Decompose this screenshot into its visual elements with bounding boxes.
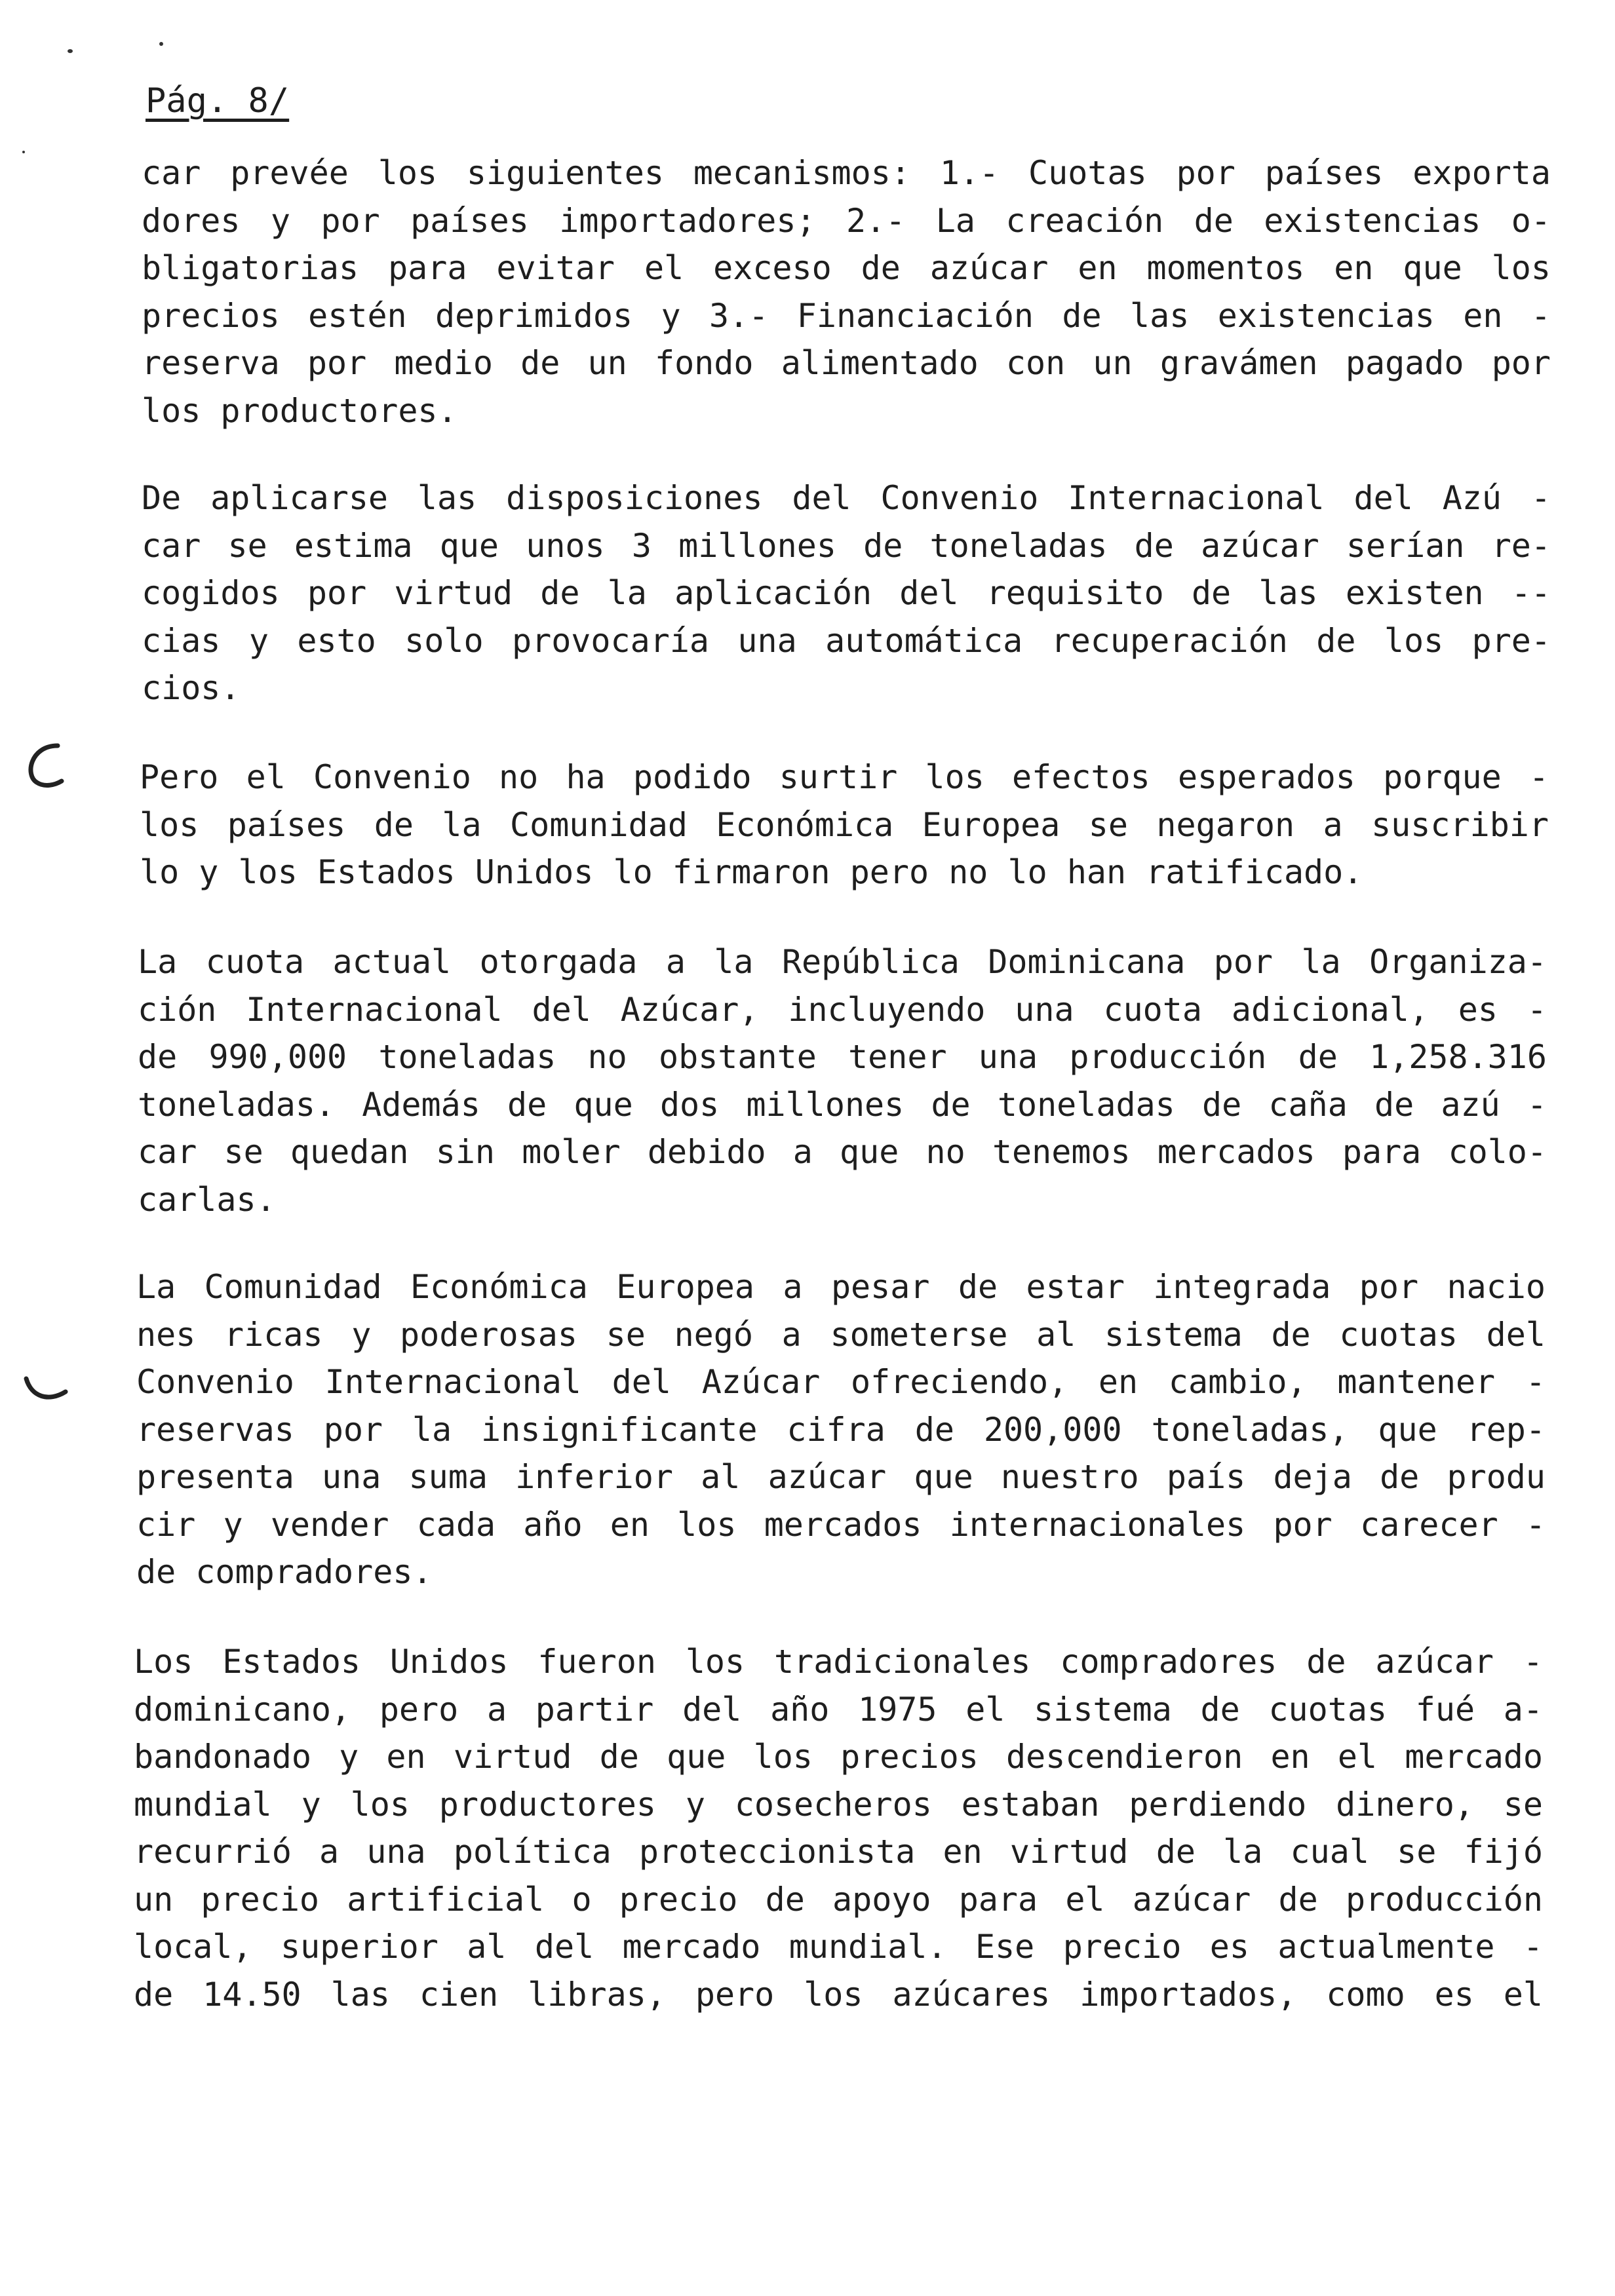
- text-line: mundial y los productores y cosecheros estaban perdiendo dinero, se: [134, 1785, 1543, 1824]
- text-line: presenta una suma inferior al azúcar que nuestro país deja de produ: [136, 1458, 1546, 1496]
- text-line: ción Internacional del Azúcar, incluyendo una cuota adicional, es -: [138, 990, 1547, 1029]
- text-line: La Comunidad Económica Europea a pesar de estar integrada por nacio: [136, 1268, 1546, 1306]
- text-line: cir y vender cada año en los mercados internacionales por carecer -: [136, 1505, 1546, 1544]
- text-line: de 990,000 toneladas no obstante tener una producción de 1,258.316: [138, 1038, 1547, 1076]
- text-line: Pero el Convenio no ha podido surtir los efectos esperados porque -: [140, 758, 1549, 796]
- text-line: lo y los Estados Unidos lo firmaron pero no lo han ratificado.: [140, 853, 1363, 891]
- hole-punch-mark: [17, 739, 69, 792]
- text-line: reserva por medio de un fondo alimentado con un gravámen pagado por: [142, 344, 1551, 382]
- text-line: reservas por la insignificante cifra de 200,000 toneladas, que rep-: [136, 1410, 1546, 1449]
- page-number: Pág. 8/: [146, 81, 290, 121]
- text-line: car prevée los siguientes mecanismos: 1.- Cuotas por países exporta: [142, 154, 1551, 192]
- scan-speck: [68, 49, 73, 53]
- text-line: dores y por países importadores; 2.- La creación de existencias o-: [142, 201, 1551, 240]
- scan-speck: [159, 42, 163, 46]
- paragraph-cuota-actual: [138, 938, 1547, 1223]
- text-line: bligatorias para evitar el exceso de azúcar en momentos en que los: [142, 249, 1551, 287]
- text-line: un precio artificial o precio de apoyo para el azúcar de producción: [134, 1880, 1543, 1919]
- text-line: toneladas. Además de que dos millones de toneladas de caña de azú -: [138, 1085, 1547, 1124]
- text-line: cias y esto solo provocaría una automática recuperación de los pre-: [142, 621, 1551, 660]
- text-line: carlas.: [138, 1180, 276, 1219]
- text-line: La cuota actual otorgada a la República Dominicana por la Organiza-: [138, 943, 1547, 981]
- text-line: Convenio Internacional del Azúcar ofreciendo, en cambio, mantener -: [136, 1363, 1546, 1401]
- text-line: de 14.50 las cien libras, pero los azúcares importados, como es el: [134, 1975, 1543, 2014]
- hole-punch-mark: [20, 1369, 72, 1409]
- scan-speck: [22, 151, 25, 153]
- text-line: Los Estados Unidos fueron los tradicionales compradores de azúcar -: [134, 1643, 1543, 1681]
- text-line: nes ricas y poderosas se negó a someterse al sistema de cuotas del: [136, 1315, 1546, 1354]
- paragraph-mechanisms: [142, 149, 1551, 434]
- text-line: de compradores.: [136, 1553, 433, 1591]
- text-line: precios estén deprimidos y 3.- Financiación de las existencias en -: [142, 296, 1551, 335]
- text-line: los países de la Comunidad Económica Europea se negaron a suscribir: [140, 805, 1549, 844]
- text-line: cios.: [142, 669, 241, 707]
- paragraph-convenio-efectos: [140, 754, 1549, 896]
- paragraph-convenio-disposiciones: [142, 474, 1551, 712]
- text-line: car se quedan sin moler debido a que no tenemos mercados para colo-: [138, 1133, 1547, 1171]
- text-line: cogidos por virtud de la aplicación del requisito de las existen --: [142, 574, 1551, 612]
- text-line: bandonado y en virtud de que los precios descendieron en el mercado: [134, 1738, 1543, 1776]
- paragraph-estados-unidos: [134, 1638, 1543, 2018]
- text-line: dominicano, pero a partir del año 1975 el sistema de cuotas fué a-: [134, 1690, 1543, 1729]
- text-line: De aplicarse las disposiciones del Convenio Internacional del Azú -: [142, 479, 1551, 517]
- text-line: car se estima que unos 3 millones de toneladas de azúcar serían re-: [142, 526, 1551, 565]
- text-line: local, superior al del mercado mundial. Ese precio es actualmente -: [134, 1928, 1543, 1966]
- text-line: recurrió a una política proteccionista en virtud de la cual se fijó: [134, 1833, 1543, 1871]
- text-line: los productores.: [142, 391, 457, 430]
- paragraph-comunidad-europea: [136, 1263, 1546, 1596]
